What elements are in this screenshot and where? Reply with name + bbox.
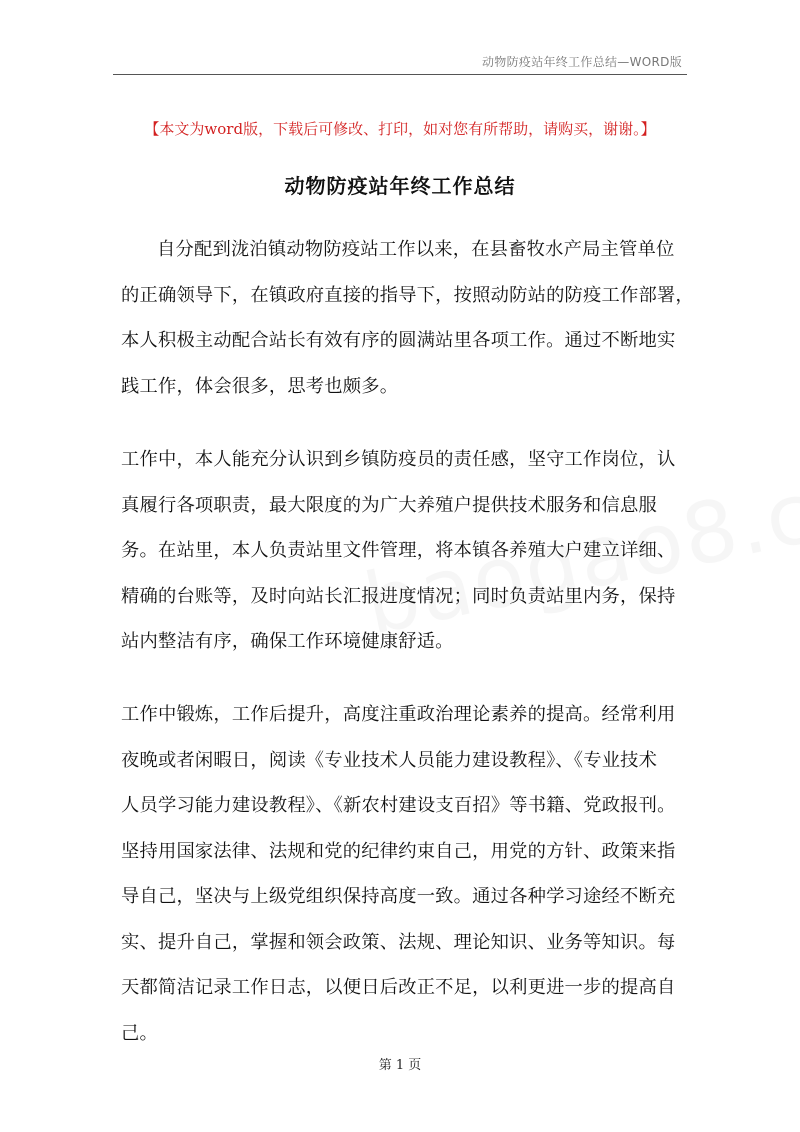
paragraph-line: 精确的台账等，及时向站长汇报进度情况；同时负责站里内务，保持 [121,585,676,607]
paragraph-line: 己。 [121,1022,158,1044]
paragraph-line: 的正确领导下，在镇政府直接的指导下，按照动防站的防疫工作部署， [121,284,694,306]
paragraph-line: 务。在站里，本人负责站里文件管理，将本镇各养殖大户建立详细、 [121,540,676,561]
paragraph-line: 工作中，本人能充分认识到乡镇防疫员的责任感，坚守工作岗位，认 [121,449,676,470]
paragraph-line: 自分配到泷泊镇动物防疫站工作以来，在县畜牧水产局主管单位 [157,239,675,260]
paragraph-2 [121,437,675,665]
paragraph-3 [121,692,676,1056]
paragraph-line: 天都简洁记录工作日志，以便日后改正不足，以利更进一步的提高自 [121,977,676,998]
paragraph-line: 实、提升自己，掌握和领会政策、法规、理论知识、业务等知识。每 [121,931,676,953]
paragraph-line: 坚持用国家法律、法规和党的纪律约束自己，用党的方针、政策来指 [121,840,676,862]
page-number: 第 1 页 [378,1058,422,1073]
paragraph-1 [121,227,694,409]
paragraph-line: 夜晚或者闲暇日，阅读《专业技术人员能力建设教程》、《专业技术 [121,749,658,771]
paragraph-line: 真履行各项职责，最大限度的为广大养殖户提供技术服务和信息服 [121,494,657,516]
paragraph-line: 本人积极主动配合站长有效有序的圆满站里各项工作。通过不断地实 [121,330,676,351]
paragraph-line: 践工作，体会很多，思考也颇多。 [121,375,399,397]
document-title: 动物防疫站年终工作总结 [284,174,516,198]
paragraph-line: 导自己，坚决与上级党组织保持高度一致。通过各种学习途经不断充 [121,886,676,907]
paragraph-line: 工作中锻炼，工作后提升，高度注重政治理论素养的提高。经常利用 [121,704,676,725]
paragraph-line: 人员学习能力建设教程》、《新农村建设支百招》等书籍、党政报刊。 [121,795,676,816]
header-divider [113,74,687,75]
header-title: 动物防疫站年终工作总结—WORD版 [482,55,682,69]
paragraph-line: 站内整洁有序，确保工作环境健康舒适。 [121,631,454,652]
purchase-notice: 【本文为word版，下载后可修改、打印，如对您有所帮助，请购买，谢谢。】 [144,120,656,138]
